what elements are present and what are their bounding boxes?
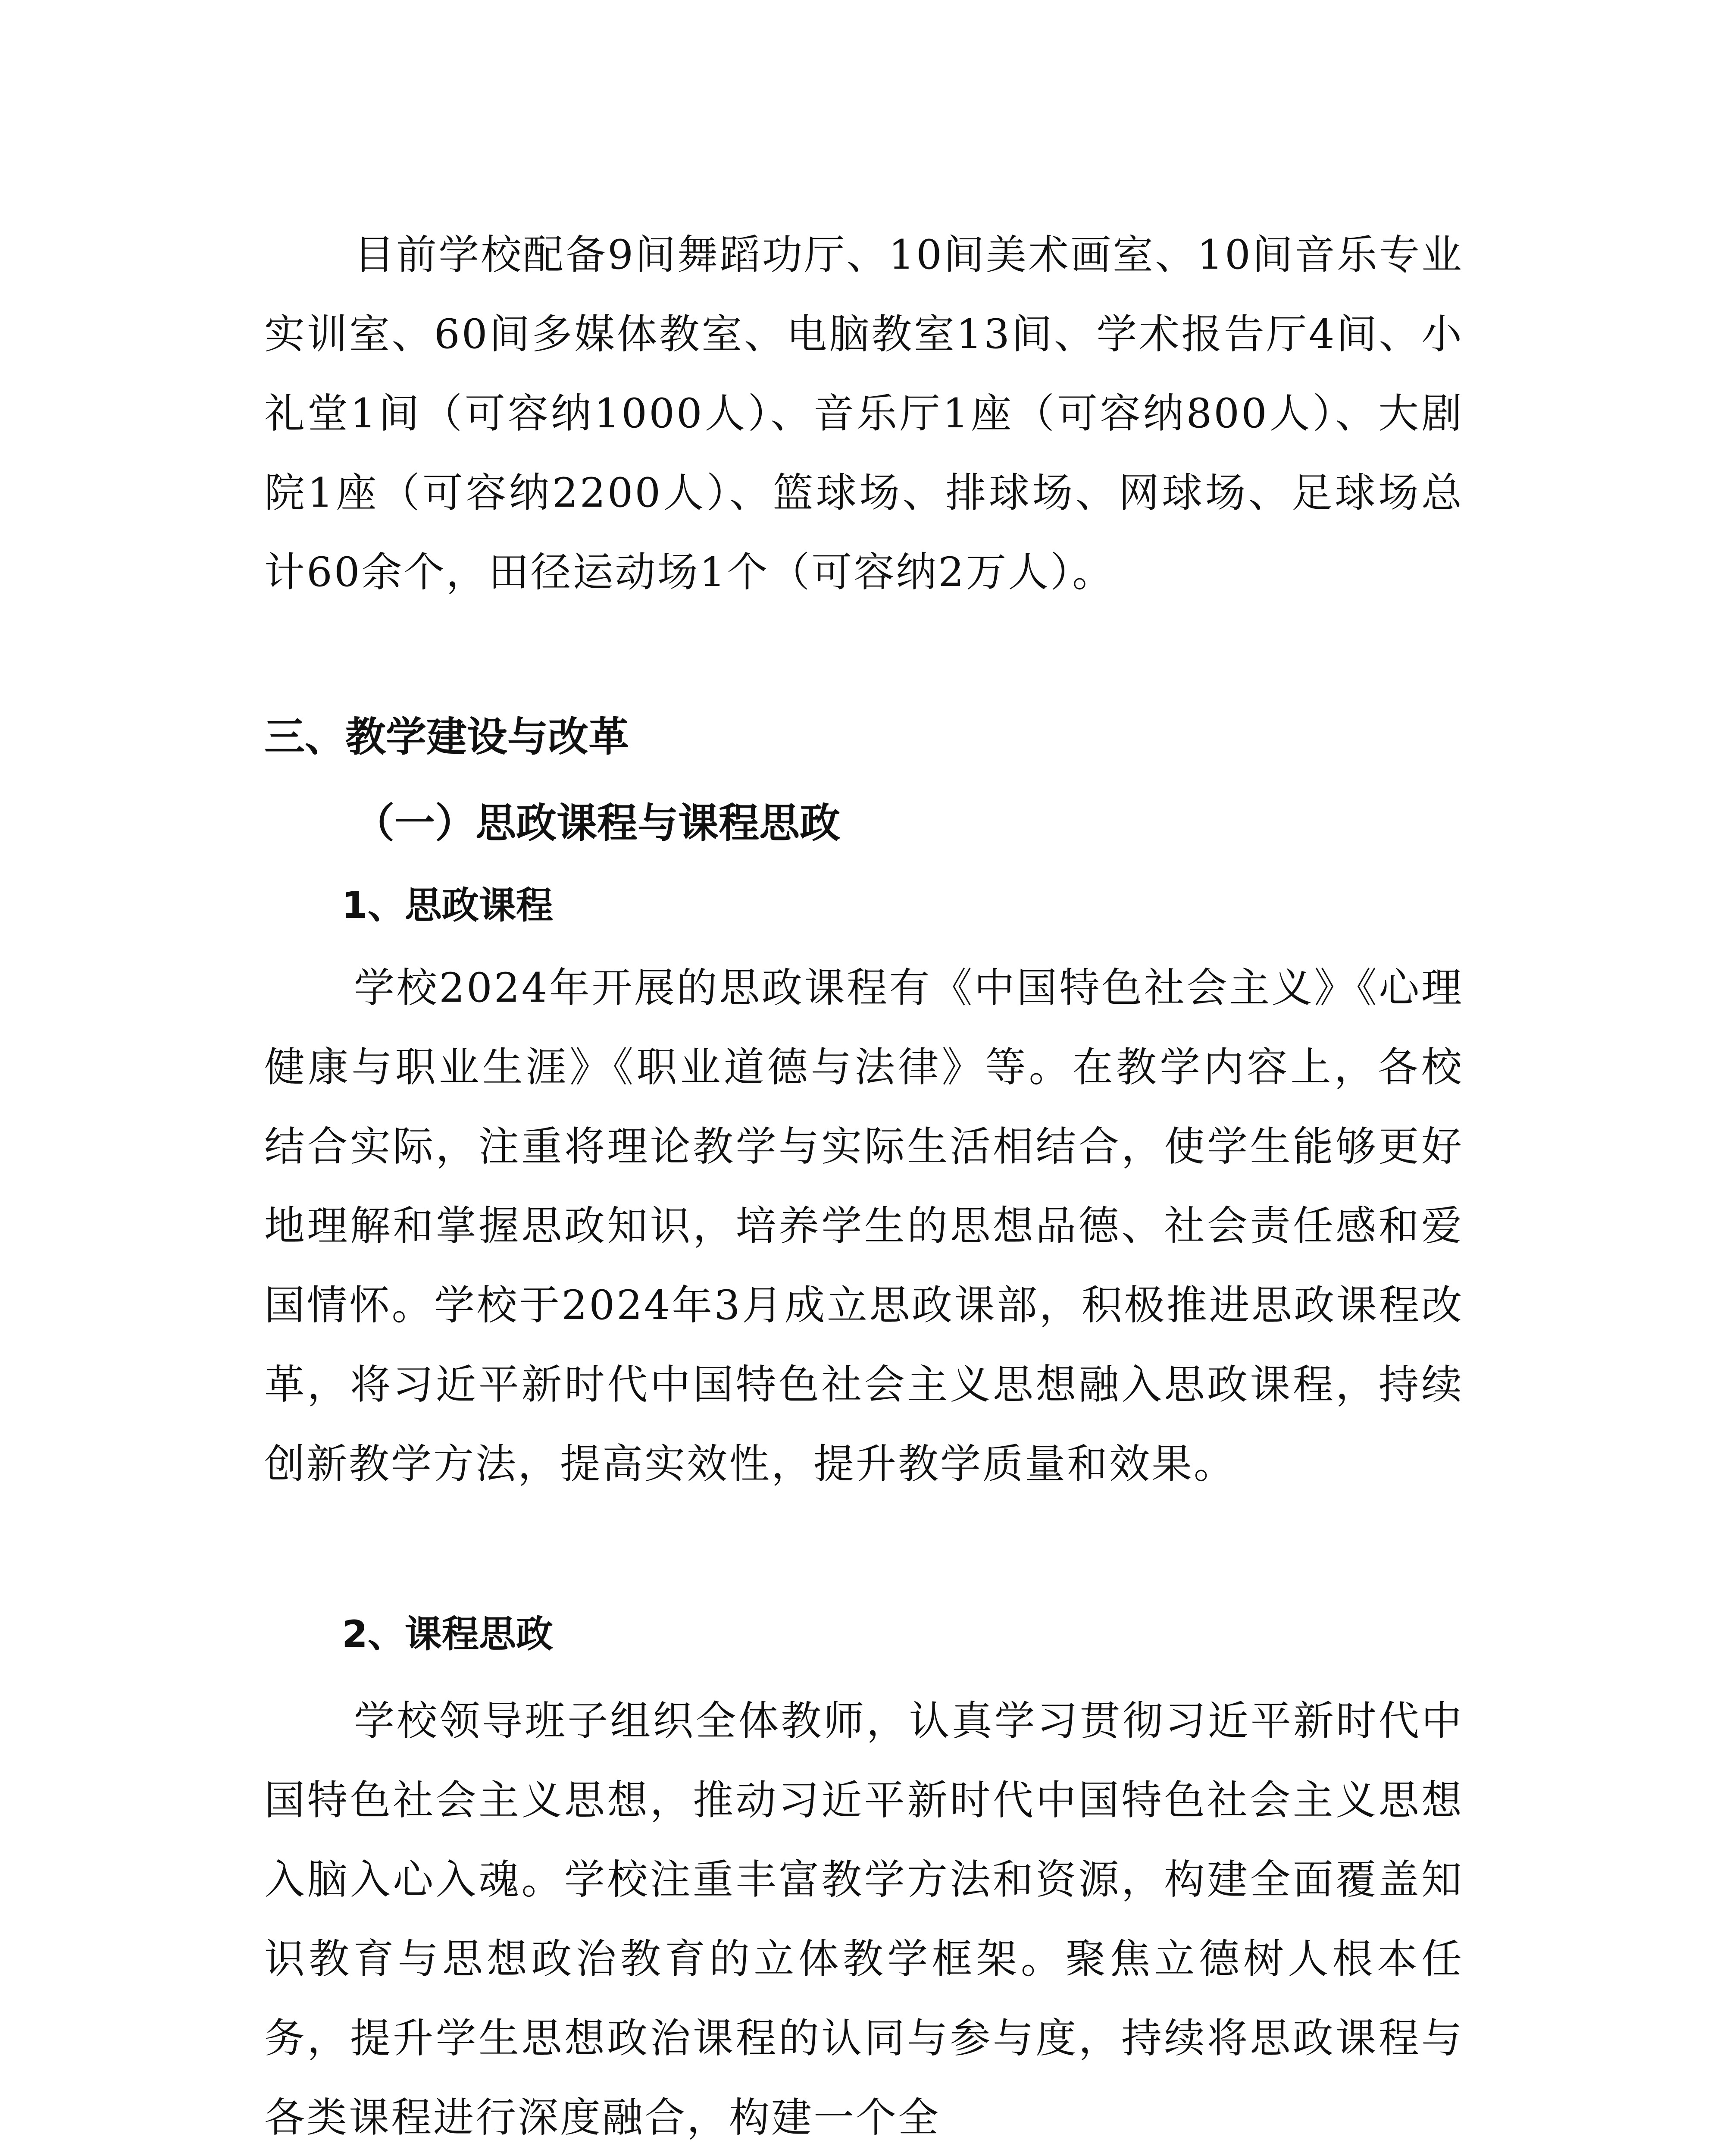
paragraph-facilities: 目前学校配备9间舞蹈功厅、10间美术画室、10间音乐专业实训室、60间多媒体教室、电脑教室13间、学术报告厅4间、小礼堂1间（可容纳1000人）、音乐厅1座（可容纳800人）、大剧院1座（可容纳2200人）、篮球场、排球场、网球场、足球场总计60余个，田径运动场1个（可容纳2万人）。 — [264, 232, 1464, 596]
subsection-heading-sizheng: （一）思政课程与课程思政 — [354, 800, 841, 847]
item-heading-course-sizheng: 2、课程思政 — [342, 1613, 553, 1656]
paragraph-sizheng-courses: 学校2024年开展的思政课程有《中国特色社会主义》《心理健康与职业生涯》《职业道德与法律》等。在教学内容上，各校结合实际，注重将理论教学与实际生活相结合，使学生能够更好地理解和掌握思政知识，培养学生的思想品德、社会责任感和爱国情怀。学校于2024年3月成立思政课部，积极推进思政课程改革，将习近平新时代中国特色社会主义思想融入思政课程，持续创新教学方法，提高实效性，提升教学质量和效果。 — [264, 965, 1464, 1488]
item-heading-sizheng-courses: 1、思政课程 — [342, 884, 553, 927]
paragraph-course-sizheng: 学校领导班子组织全体教师，认真学习贯彻习近平新时代中国特色社会主义思想，推动习近平新时代中国特色社会主义思想入脑入心入魂。学校注重丰富教学方法和资源，构建全面覆盖知识教育与思想政治教育的立体教学框架。聚焦立德树人根本任务，提升学生思想政治课程的认同与参与度，持续将思政课程与各类课程进行深度融合，构建一个全 — [264, 1698, 1464, 2141]
section-heading-teaching-reform: 三、教学建设与改革 — [264, 714, 629, 761]
